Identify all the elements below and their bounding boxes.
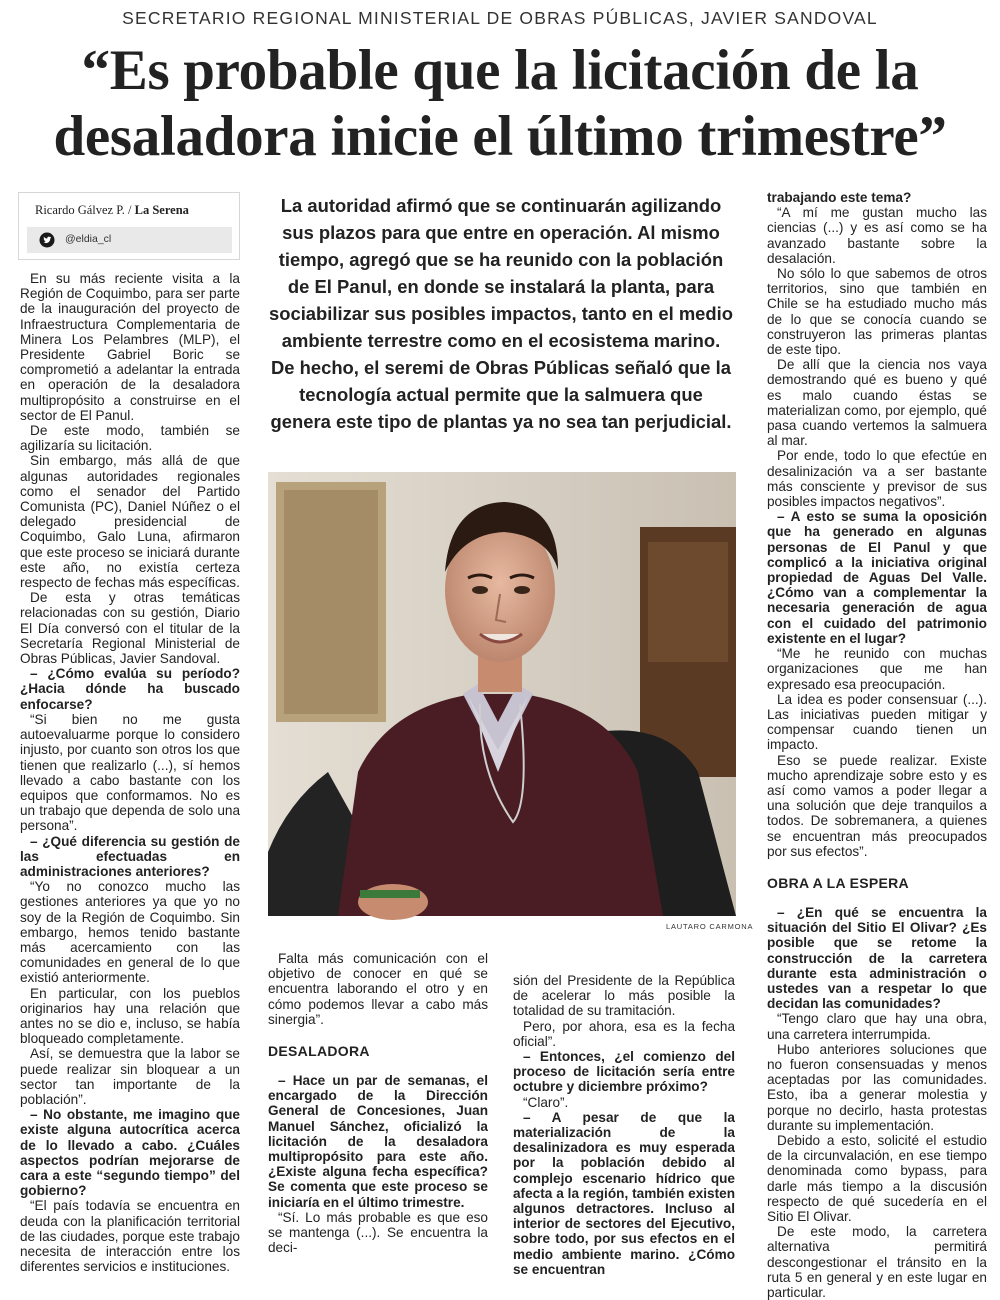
paragraph: En particular, con los pueblos originarios hay una relación que antes no se dio e, incluso, se había bloqueado completamente. [20, 985, 240, 1047]
twitter-bird-icon [39, 232, 55, 248]
interview-question: – ¿Cómo evalúa su período? ¿Hacia dónde ha buscado enfocarse? [20, 666, 240, 712]
paragraph: “Yo no conozco mucho las gestiones anteriores ya que yo no soy de la Región de Coquimbo. Sin embargo, hemos tenido bastante más acercamiento con las comunidades en general de lo que existió anteriormente. [20, 879, 240, 986]
paragraph: “Sí. Lo más probable es que eso se mantenga (...). Se encuentra la deci- [268, 1209, 488, 1256]
byline [35, 203, 189, 218]
article-lead: La autoridad afirmó que se continuarán agilizando sus plazos para que entre en operación. Al mismo tiempo, agregó que se ha reunido con la población de El Panul, en donde se instalará la planta, para sociabilizar sus posibles impactos, tanto en el medio ambiente terrestre como en el ecosistema marino. De hecho, el seremi de Obras Públicas señaló que la tecnología actual permite que la salmuera que genera este tipo de plantas ya no sea tan perjudicial. [269, 195, 733, 432]
interview-question: – ¿En qué se encuentra la situación del Sitio El Olivar? ¿Es posible que se retome la construcción de la carretera durante esta administración o ustedes van a respetar lo que decidan las comunidades? [767, 904, 987, 1012]
headline-line-2: desaladora inicie el último trimestre” [53, 105, 947, 168]
byline-box [18, 192, 240, 260]
article-column-4 [767, 190, 987, 1300]
twitter-handle: @eldia_cl [65, 233, 112, 245]
portrait-illustration [268, 472, 736, 916]
paragraph: No sólo lo que sabemos de otros territorios, sino que también en Chile se ha estudiado mucho más de lo que se conocía cuando se construyeron las primeras plantas de este tipo. [767, 266, 987, 358]
paragraph: De esta y otras temáticas relacionadas con su gestión, Diario El Día conversó con el titular de la Secretaría Regional Ministerial de Obras Públicas, Javier Sandoval. [20, 590, 240, 667]
paragraph: De este modo, la carretera alternativa permitirá descongestionar el tránsito en la ruta 5 en general y en este lugar en particular. [767, 1224, 987, 1300]
paragraph: Por ende, todo lo que efectúe en desalinización va a ser bastante más consciente y previsor de sus posibles impactos negativos”. [767, 448, 987, 510]
paragraph: sión del Presidente de la República de acelerar lo más posible la totalidad de su tramitación. [513, 973, 735, 1019]
paragraph: “El país todavía se encuentra en deuda con la planificación territorial de las ciudades, porque este trabajo necesita de interacción entre los diferentes servicios e instituciones. [20, 1198, 240, 1275]
article-kicker: SECRETARIO REGIONAL MINISTERIAL DE OBRAS PÚBLICAS, JAVIER SANDOVAL [122, 8, 878, 28]
twitter-bar [27, 227, 232, 253]
paragraph: Pero, por ahora, esa es la fecha oficial”. [513, 1018, 735, 1049]
article-column-1 [20, 271, 240, 1274]
photo-credit: LAUTARO CARMONA [666, 922, 754, 931]
byline-author: Ricardo Gálvez P. / [35, 203, 135, 217]
interview-question: – No obstante, me imagino que existe alguna autocrítica acerca de lo llevado a cabo. ¿Cuáles aspectos podrían mejorarse de cara a este “segundo tiempo” del gobierno? [20, 1107, 240, 1199]
article-column-3 [513, 973, 735, 1277]
paragraph: “Si bien no me gusta autoevaluarme porque lo considero injusto, por cuanto son otros los que tienen que realizarlo (...), sí hemos llevado a cabo bastante con los equipos que conformamos. No es un trabajo que dependa de solo una persona”. [20, 711, 240, 834]
paragraph: De allí que la ciencia nos vaya demostrando qué es bueno y qué es malo cuando éstas se materializan como, por ejemplo, qué pasa cuando vertemos la salmuera al mar. [767, 357, 987, 449]
paragraph: La idea es poder consensuar (...). Las iniciativas pueden mitigar y compensar cuando tienen un impacto. [767, 691, 987, 753]
interview-question: trabajando este tema? [767, 190, 912, 205]
paragraph: Falta más comunicación con el objetivo de conocer en qué se encuentra laborando el otro y en cómo podemos llevar a cabo más sinergia”. [268, 951, 488, 1027]
interview-question: – A esto se suma la oposición que ha generado en algunas personas de El Panul y que complicó a la iniciativa original propiedad de Aguas Del Valle. ¿Cómo van a complementar la necesaria generación de agua con el cuidado del patrimonio existente en el lugar? [767, 509, 987, 646]
paragraph: Así, se demuestra que la labor se puede realizar sin bloquear a un sector tan importante de la población”. [20, 1046, 240, 1107]
portrait-photo [268, 472, 736, 916]
interview-question: – Hace un par de semanas, el encargado de la Dirección General de Concesiones, Juan Manuel Sánchez, oficializó la licitación de la desaladora multipropósito para este año. ¿Existe alguna fecha específica? Se comenta que este proceso se iniciaría en el último trimestre. [268, 1073, 488, 1210]
paragraph: “Tengo claro que hay una obra, una carretera interrumpida. [767, 1011, 987, 1042]
section-heading: DESALADORA [268, 1043, 370, 1060]
byline-place: La Serena [134, 203, 189, 217]
article-column-2 [268, 951, 488, 1255]
paragraph: Eso se puede realizar. Existe mucho aprendizaje sobre esto y es así como vamos a poder llegar a una solución que deje tranquilos a todos. De sobremanera, a quienes se encuentran más preocupados por sus efectos”. [767, 752, 987, 859]
paragraph: En su más reciente visita a la Región de Coquimbo, para ser parte de la inauguración del proyecto de Infraestructura Complementaria de Minera Los Pelambres (MLP), el Presidente Gabriel Boric se comprometió a adelantar la entrada en operación de la desaladora multipropósito a construirse en el sector de El Panul. [20, 271, 240, 423]
paragraph: “A mí me gustan mucho las ciencias (...) y es así como se ha avanzado bastante sobre la desalación. [767, 205, 987, 266]
paragraph: Hubo anteriores soluciones que no fueron consensuadas y menos aceptadas por las comunidades. Esto, iba a generar molestia y porque no decirlo, hasta protestas durante su implementación. [767, 1041, 987, 1133]
interview-question: – Entonces, ¿el comienzo del proceso de licitación sería entre octubre y diciembre próximo? [513, 1049, 735, 1095]
article-headline [10, 38, 990, 170]
paragraph: “Me he reunido con muchas organizaciones que me han expresado esa preocupación. [767, 646, 987, 692]
section-heading: OBRA A LA ESPERA [767, 874, 909, 891]
headline-line-1: “Es probable que la licitación de la [81, 39, 919, 102]
paragraph: Sin embargo, más allá de que algunas autoridades regionales como el senador del Partido Comunista (PC), Daniel Núñez o el delegado presidencial de Coquimbo, Galo Luna, afirmaron que este proceso se iniciará durante este año, no existía certeza respecto de fechas más específicas. [20, 453, 240, 591]
paragraph: Debido a esto, solicité el estudio de la circunvalación, en ese tiempo denominada como bypass, para darle más tiempo a la discusión respecto de qué sucedería en el Sitio El Olivar. [767, 1132, 987, 1224]
interview-question: – ¿Qué diferencia su gestión de las efectuadas en administraciones anteriores? [20, 833, 240, 879]
paragraph: “Claro”. [523, 1094, 569, 1110]
interview-question: – A pesar de que la materialización de la desalinizadora es muy esperada por la población debido al complejo escenario hídrico que afecta a la región, también existen algunos detractores. Incluso al interior de sectores del Ejecutivo, sobre todo, por sus efectos en el medio ambiente marino. ¿Cómo se encuentran [513, 1109, 735, 1277]
paragraph: De este modo, también se agilizaría su licitación. [20, 423, 240, 454]
